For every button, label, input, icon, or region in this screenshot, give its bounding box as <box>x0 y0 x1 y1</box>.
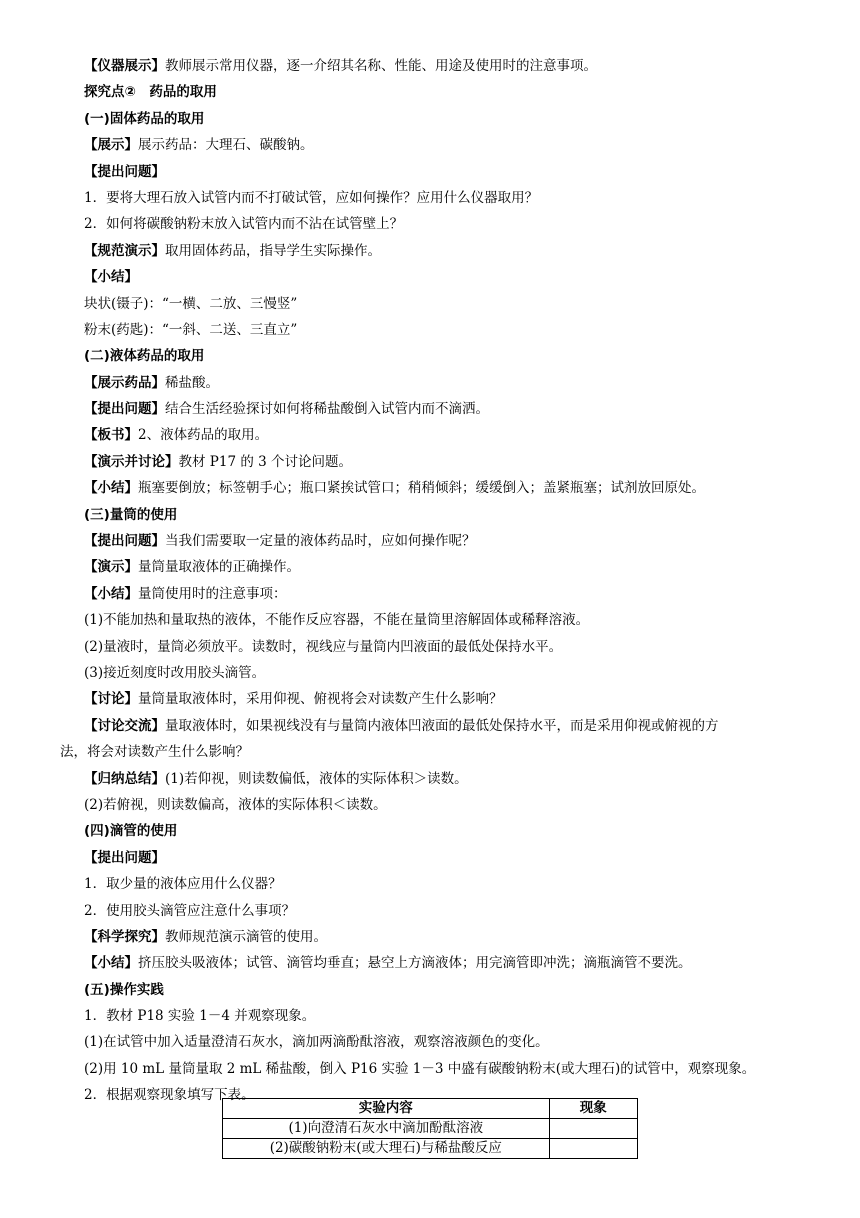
text-line <box>84 607 796 633</box>
text-line <box>84 53 796 79</box>
line-text: 瓶塞要倒放；标签朝手心；瓶口紧挨试管口；稍稍倾斜；缓缓倒入；盖紧瓶塞；试剂放回原处。 <box>138 480 705 497</box>
document-body <box>60 53 796 1109</box>
bracket-label: 【提出问题】 <box>84 849 165 866</box>
text-line <box>84 871 796 897</box>
bracket-label: 【小结】 <box>84 269 138 286</box>
line-text: (1)不能加热和量取热的液体，不能作反应容器，不能在量筒里溶解固体或稀释溶液。 <box>84 612 590 629</box>
line-text: 教师规范演示滴管的使用。 <box>165 928 327 945</box>
text-line <box>84 634 796 660</box>
bracket-label: 【演示】 <box>84 559 138 576</box>
text-line <box>84 79 796 105</box>
line-text: 结合生活经验探讨如何将稀盐酸倒入试管内而不滴洒。 <box>165 401 489 418</box>
text-line <box>84 291 796 317</box>
section-heading: (二)液体药品的取用 <box>84 348 205 365</box>
table-header-content: 实验内容 <box>223 1099 550 1119</box>
line-text: 量取液体时，如果视线没有与量筒内液体凹液面的最低处保持水平，而是采用仰视或俯视的方 <box>165 717 719 734</box>
line-text: 教材 P17 的 3 个讨论问题。 <box>178 453 353 470</box>
table-cell-phenomenon <box>549 1119 637 1139</box>
line-text: 教师展示常用仪器，逐一介绍其名称、性能、用途及使用时的注意事项。 <box>165 58 597 74</box>
bracket-label: 【讨论】 <box>84 691 138 708</box>
line-text: 粉末(药匙)：“一斜、二送、三直立” <box>84 321 298 338</box>
experiment-table <box>222 1098 638 1159</box>
bracket-label: 【板书】 <box>84 427 138 444</box>
bracket-label: 【展示】 <box>84 137 138 154</box>
table-row <box>223 1119 638 1139</box>
section-heading: 探究点② 药品的取用 <box>84 84 217 101</box>
text-line <box>84 238 796 264</box>
table-header-row <box>223 1099 638 1119</box>
bracket-label: 【提出问题】 <box>84 401 165 418</box>
line-text: 稀盐酸。 <box>165 374 219 391</box>
line-text: (3)接近刻度时改用胶头滴管。 <box>84 664 266 681</box>
text-line <box>84 977 796 1003</box>
discussion-line-1 <box>84 713 796 739</box>
text-line <box>84 449 796 475</box>
line-text: 当我们需要取一定量的液体药品时，应如何操作呢？ <box>165 533 476 550</box>
text-line <box>84 660 796 686</box>
bracket-label: 【小结】 <box>84 480 138 497</box>
line-text: (2)量液时，量筒必须放平。读数时，视线应与量筒内凹液面的最低处保持水平。 <box>84 638 563 655</box>
text-line <box>84 370 796 396</box>
text-line <box>84 792 796 818</box>
table-row <box>223 1139 638 1159</box>
text-line <box>84 766 796 792</box>
line-text: 1．教材 P18 实验 1－4 并观察现象。 <box>84 1008 316 1025</box>
bracket-label: 【归纳总结】 <box>84 770 165 787</box>
line-text: (2)用 10 mL 量筒量取 2 mL 稀盐酸，倒入 P16 实验 1－3 中盛有碳酸钠粉末(或大理石)的试管中，观察现象。 <box>84 1060 756 1077</box>
section-heading: (三)量筒的使用 <box>84 506 178 523</box>
line-text: (1)若仰视，则读数偏低，液体的实际体积＞读数。 <box>165 770 468 787</box>
text-line <box>84 159 796 185</box>
bracket-label: 【展示药品】 <box>84 374 165 391</box>
line-text: 2、液体药品的取用。 <box>138 427 269 444</box>
text-line <box>84 502 796 528</box>
bracket-label: 【小结】 <box>84 585 138 602</box>
text-line <box>84 1003 796 1029</box>
text-line <box>84 581 796 607</box>
text-line <box>84 317 796 343</box>
line-text: 量筒量取液体的正确操作。 <box>138 559 300 576</box>
text-line <box>84 343 796 369</box>
bracket-label: 【仪器展示】 <box>84 58 165 74</box>
text-line <box>84 686 796 712</box>
line-text: 量筒使用时的注意事项： <box>138 585 287 602</box>
line-text: 2．根据观察现象填写下表。 <box>84 1087 255 1104</box>
line-text: 2．如何将碳酸钠粉末放入试管内而不沾在试管壁上？ <box>84 216 404 233</box>
line-text: 块状(镊子)：“一横、二放、三慢竖” <box>84 295 298 312</box>
section-heading: (一)固体药品的取用 <box>84 110 205 127</box>
line-text: 1．取少量的液体应用什么仪器？ <box>84 876 282 893</box>
line-text: (2)若俯视，则读数偏高，液体的实际体积＜读数。 <box>84 796 387 813</box>
bracket-label: 【规范演示】 <box>84 242 165 259</box>
section-heading: (四)滴管的使用 <box>84 823 178 840</box>
line-text: 取用固体药品，指导学生实际操作。 <box>165 242 381 259</box>
text-line <box>84 185 796 211</box>
text-line <box>84 396 796 422</box>
text-line <box>84 106 796 132</box>
table-cell-phenomenon <box>549 1139 637 1159</box>
text-line <box>84 818 796 844</box>
bracket-label: 【科学探究】 <box>84 928 165 945</box>
line-text: 展示药品：大理石、碳酸钠。 <box>138 137 314 154</box>
line-text: 挤压胶头吸液体；试管、滴管均垂直；悬空上方滴液体；用完滴管即冲洗；滴瓶滴管不要洗。 <box>138 955 692 972</box>
text-line <box>84 845 796 871</box>
text-line <box>84 475 796 501</box>
text-line <box>84 950 796 976</box>
table-header-phenomenon: 现象 <box>549 1099 637 1119</box>
line-text: 量筒量取液体时，采用仰视、俯视将会对读数产生什么影响？ <box>138 691 503 708</box>
bracket-label: 【演示并讨论】 <box>84 453 179 470</box>
text-line <box>84 132 796 158</box>
text-line <box>84 211 796 237</box>
section-heading: (五)操作实践 <box>84 981 164 998</box>
bracket-label: 【讨论交流】 <box>84 717 165 734</box>
bracket-label: 【提出问题】 <box>84 533 165 550</box>
line-text: (1)在试管中加入适量澄清石灰水，滴加两滴酚酞溶液，观察溶液颜色的变化。 <box>84 1034 549 1051</box>
table-cell-content: (1)向澄清石灰水中滴加酚酞溶液 <box>223 1119 550 1139</box>
text-line <box>84 898 796 924</box>
bracket-label: 【提出问题】 <box>84 163 165 180</box>
text-line <box>84 924 796 950</box>
text-line <box>84 554 796 580</box>
line-text: 1．要将大理石放入试管内而不打破试管，应如何操作？应用什么仪器取用？ <box>84 189 539 206</box>
text-line <box>84 264 796 290</box>
table-cell-content: (2)碳酸钠粉末(或大理石)与稀盐酸反应 <box>223 1139 550 1159</box>
bracket-label: 【小结】 <box>84 955 138 972</box>
text-line <box>84 422 796 448</box>
text-line <box>84 528 796 554</box>
text-line <box>84 1056 796 1082</box>
line-text: 2．使用胶头滴管应注意什么事项？ <box>84 902 296 919</box>
text-line <box>84 1029 796 1055</box>
discussion-line-2: 法，将会对读数产生什么影响？ <box>60 744 249 761</box>
